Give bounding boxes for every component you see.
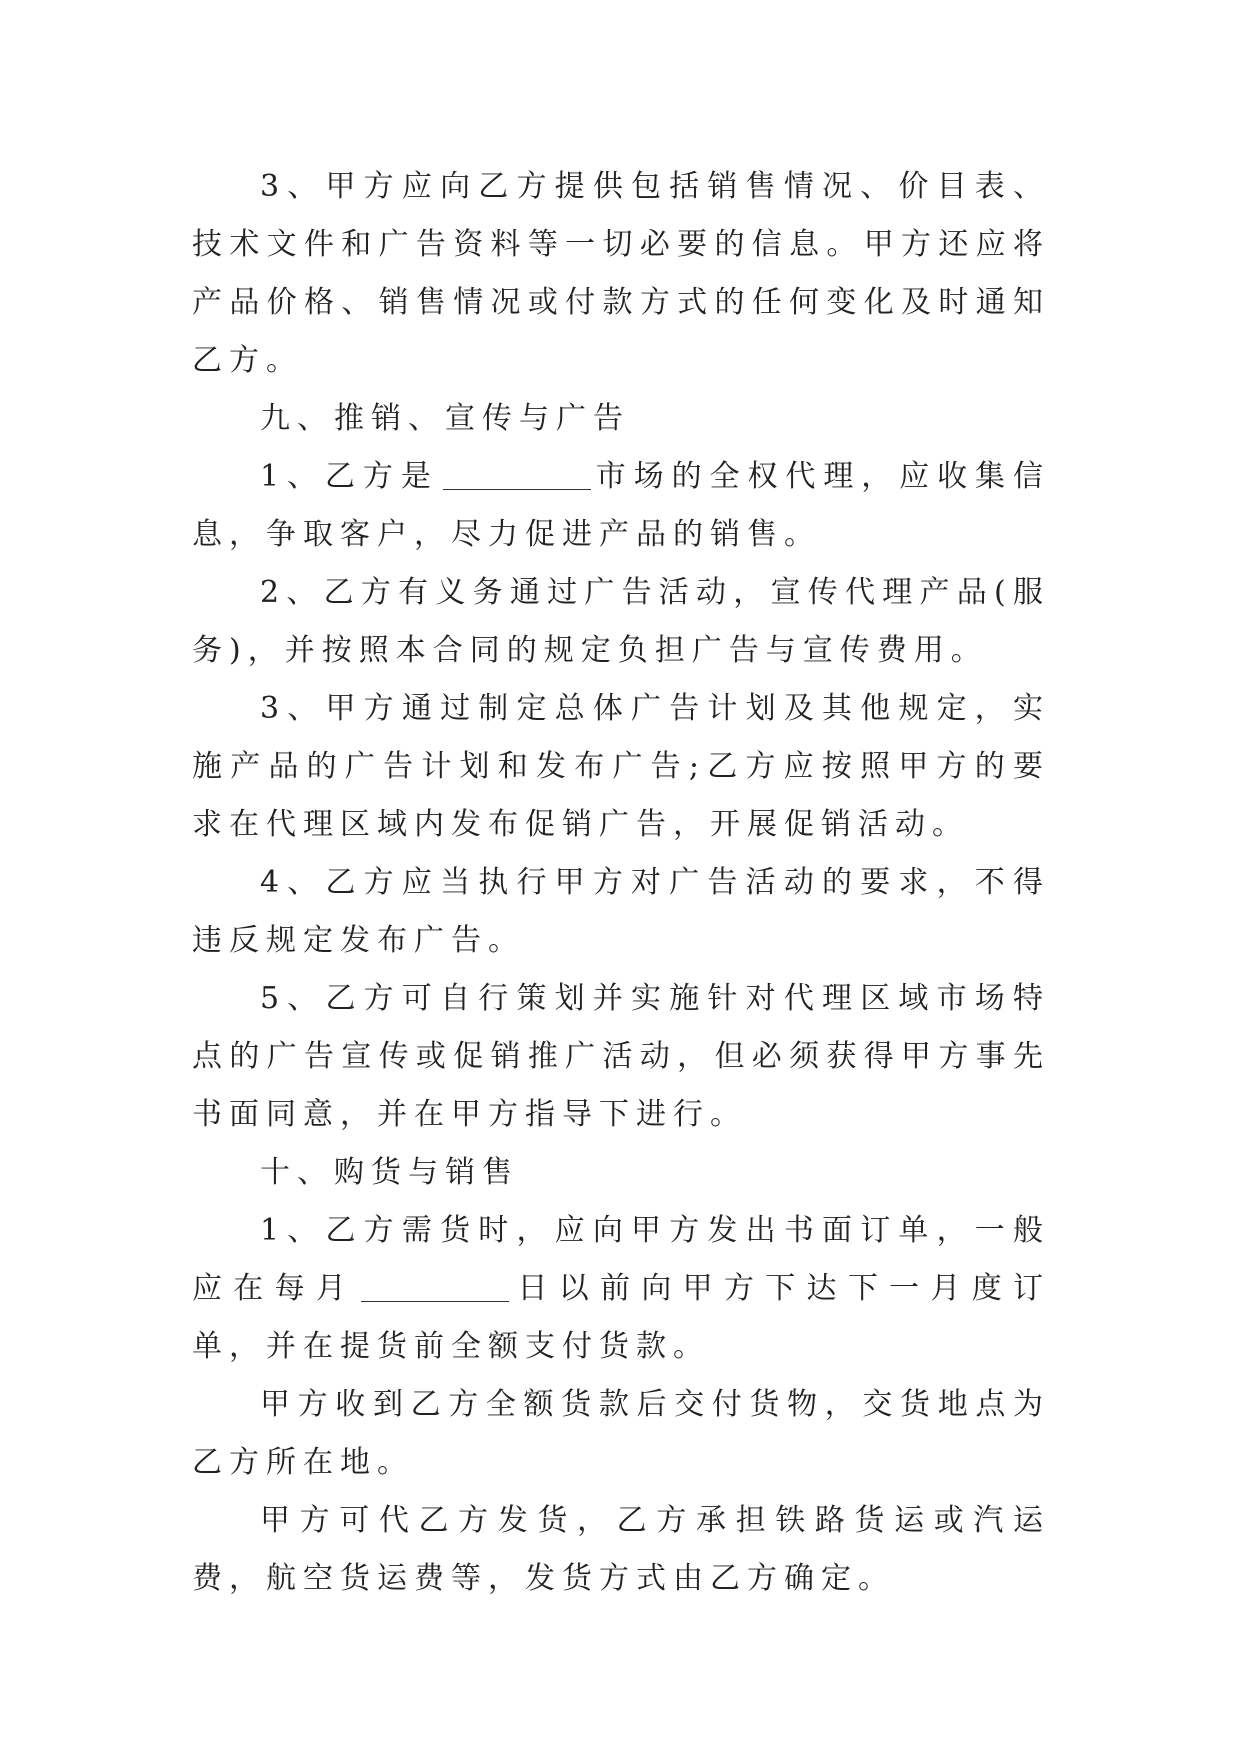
clause-10-1 <box>192 1202 1050 1376</box>
clause-9-5: 5、乙方可自行策划并实施针对代理区域市场特点的广告宣传或促销推广活动，但必须获得甲方事先书面同意，并在甲方指导下进行。 <box>192 981 1050 1132</box>
clause-8-3: 3、甲方应向乙方提供包括销售情况、价目表、技术文件和广告资料等一切必要的信息。甲方还应将产品价格、销售情况或付款方式的任何变化及时通知乙方。 <box>192 169 1050 378</box>
clause-9-2: 2、乙方有义务通过广告活动，宣传代理产品(服务)，并按照本合同的规定负担广告与宣传费用。 <box>192 575 1050 668</box>
clause-9-3: 3、甲方通过制定总体广告计划及其他规定，实施产品的广告计划和发布广告;乙方应按照甲方的要求在代理区域内发布促销广告，开展促销活动。 <box>192 691 1050 842</box>
order-day-blank-field[interactable] <box>361 1271 509 1302</box>
clause-10-1-after: 日以前向甲方下达下一月度订单，并在提货前全额支付货款。 <box>192 1271 1051 1364</box>
clause-9-1 <box>192 448 1050 564</box>
delivery-paragraph: 甲方收到乙方全额货款后交付货物，交货地点为乙方所在地。 <box>192 1387 1050 1480</box>
section-9-heading: 九、推销、宣传与广告 <box>260 401 630 436</box>
clause-9-1-before: 1、乙方是 <box>260 459 439 494</box>
clause-10-1-before: 1、乙方需货时，应向甲方发出书面订单，一般应在每月 <box>192 1213 1050 1306</box>
shipping-paragraph: 甲方可代乙方发货，乙方承担铁路货运或汽运费，航空货运费等，发货方式由乙方确定。 <box>192 1503 1050 1596</box>
document-body <box>192 158 1050 1608</box>
market-blank-field[interactable] <box>443 459 591 490</box>
clause-9-4: 4、乙方应当执行甲方对广告活动的要求，不得违反规定发布广告。 <box>192 865 1050 958</box>
clause-9-1-after: 市场的全权代理，应收集信息，争取客户，尽力促进产品的销售。 <box>192 459 1050 552</box>
section-10-heading: 十、购货与销售 <box>260 1155 519 1190</box>
